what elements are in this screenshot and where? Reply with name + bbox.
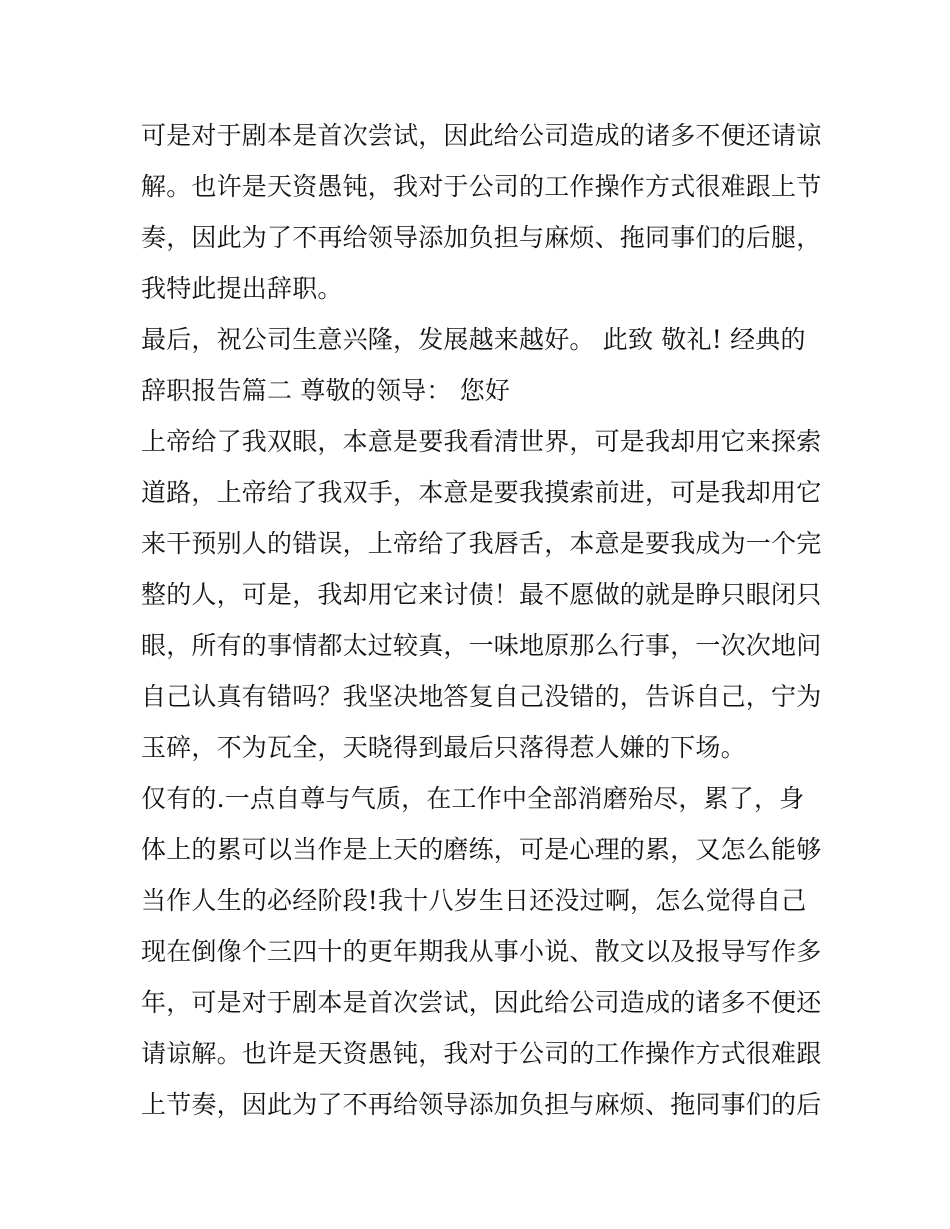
text-line: 我特此提出辞职。 (141, 274, 343, 303)
text-line: 上帝给了我双眼，本意是要我看清世界，可是我却用它来探索 (141, 427, 822, 456)
text-line: 体上的累可以当作是上天的磨练，可是心理的累，又怎么能够 (141, 835, 822, 864)
text-line: 年，可是对于剧本是首次尝试，因此给公司造成的诸多不便还 (141, 988, 822, 1017)
text-line: 整的人，可是，我却用它来讨债！最不愿做的就是睁只眼闭只 (141, 580, 822, 609)
text-line: 辞职报告篇二 尊敬的领导： 您好 (141, 376, 511, 405)
text-line: 来干预别人的错误，上帝给了我唇舌，本意是要我成为一个完 (141, 529, 822, 558)
body-text (141, 110, 821, 1130)
text-line: 玉碎，不为瓦全，天晓得到最后只落得惹人嫌的下场。 (141, 733, 746, 762)
text-line: 最后，祝公司生意兴隆，发展越来越好。 此致 敬礼! 经典的 (141, 325, 806, 354)
text-line: 道路，上帝给了我双手，本意是要我摸索前进，可是我却用它 (141, 478, 822, 507)
text-line: 可是对于剧本是首次尝试，因此给公司造成的诸多不便还请谅 (141, 121, 822, 150)
text-line: 解。也许是天资愚钝，我对于公司的工作操作方式很难跟上节 (141, 172, 822, 201)
text-line: 自己认真有错吗？我坚决地答复自己没错的，告诉自己，宁为 (141, 682, 822, 711)
text-line: 上节奏，因此为了不再给领导添加负担与麻烦、拖同事们的后 (141, 1090, 822, 1119)
text-line: 当作人生的必经阶段!我十八岁生日还没过啊，怎么觉得自己 (141, 886, 807, 915)
text-line: 请谅解。也许是天资愚钝，我对于公司的工作操作方式很难跟 (141, 1039, 822, 1068)
text-line: 奏，因此为了不再给领导添加负担与麻烦、拖同事们的后腿， (141, 223, 822, 252)
text-line: 仅有的.一点自尊与气质，在工作中全部消磨殆尽，累了，身 (141, 784, 805, 813)
text-line: 现在倒像个三四十的更年期我从事小说、散文以及报导写作多 (141, 937, 822, 966)
text-line: 眼，所有的事情都太过较真，一味地原那么行事，一次次地问 (141, 631, 822, 660)
